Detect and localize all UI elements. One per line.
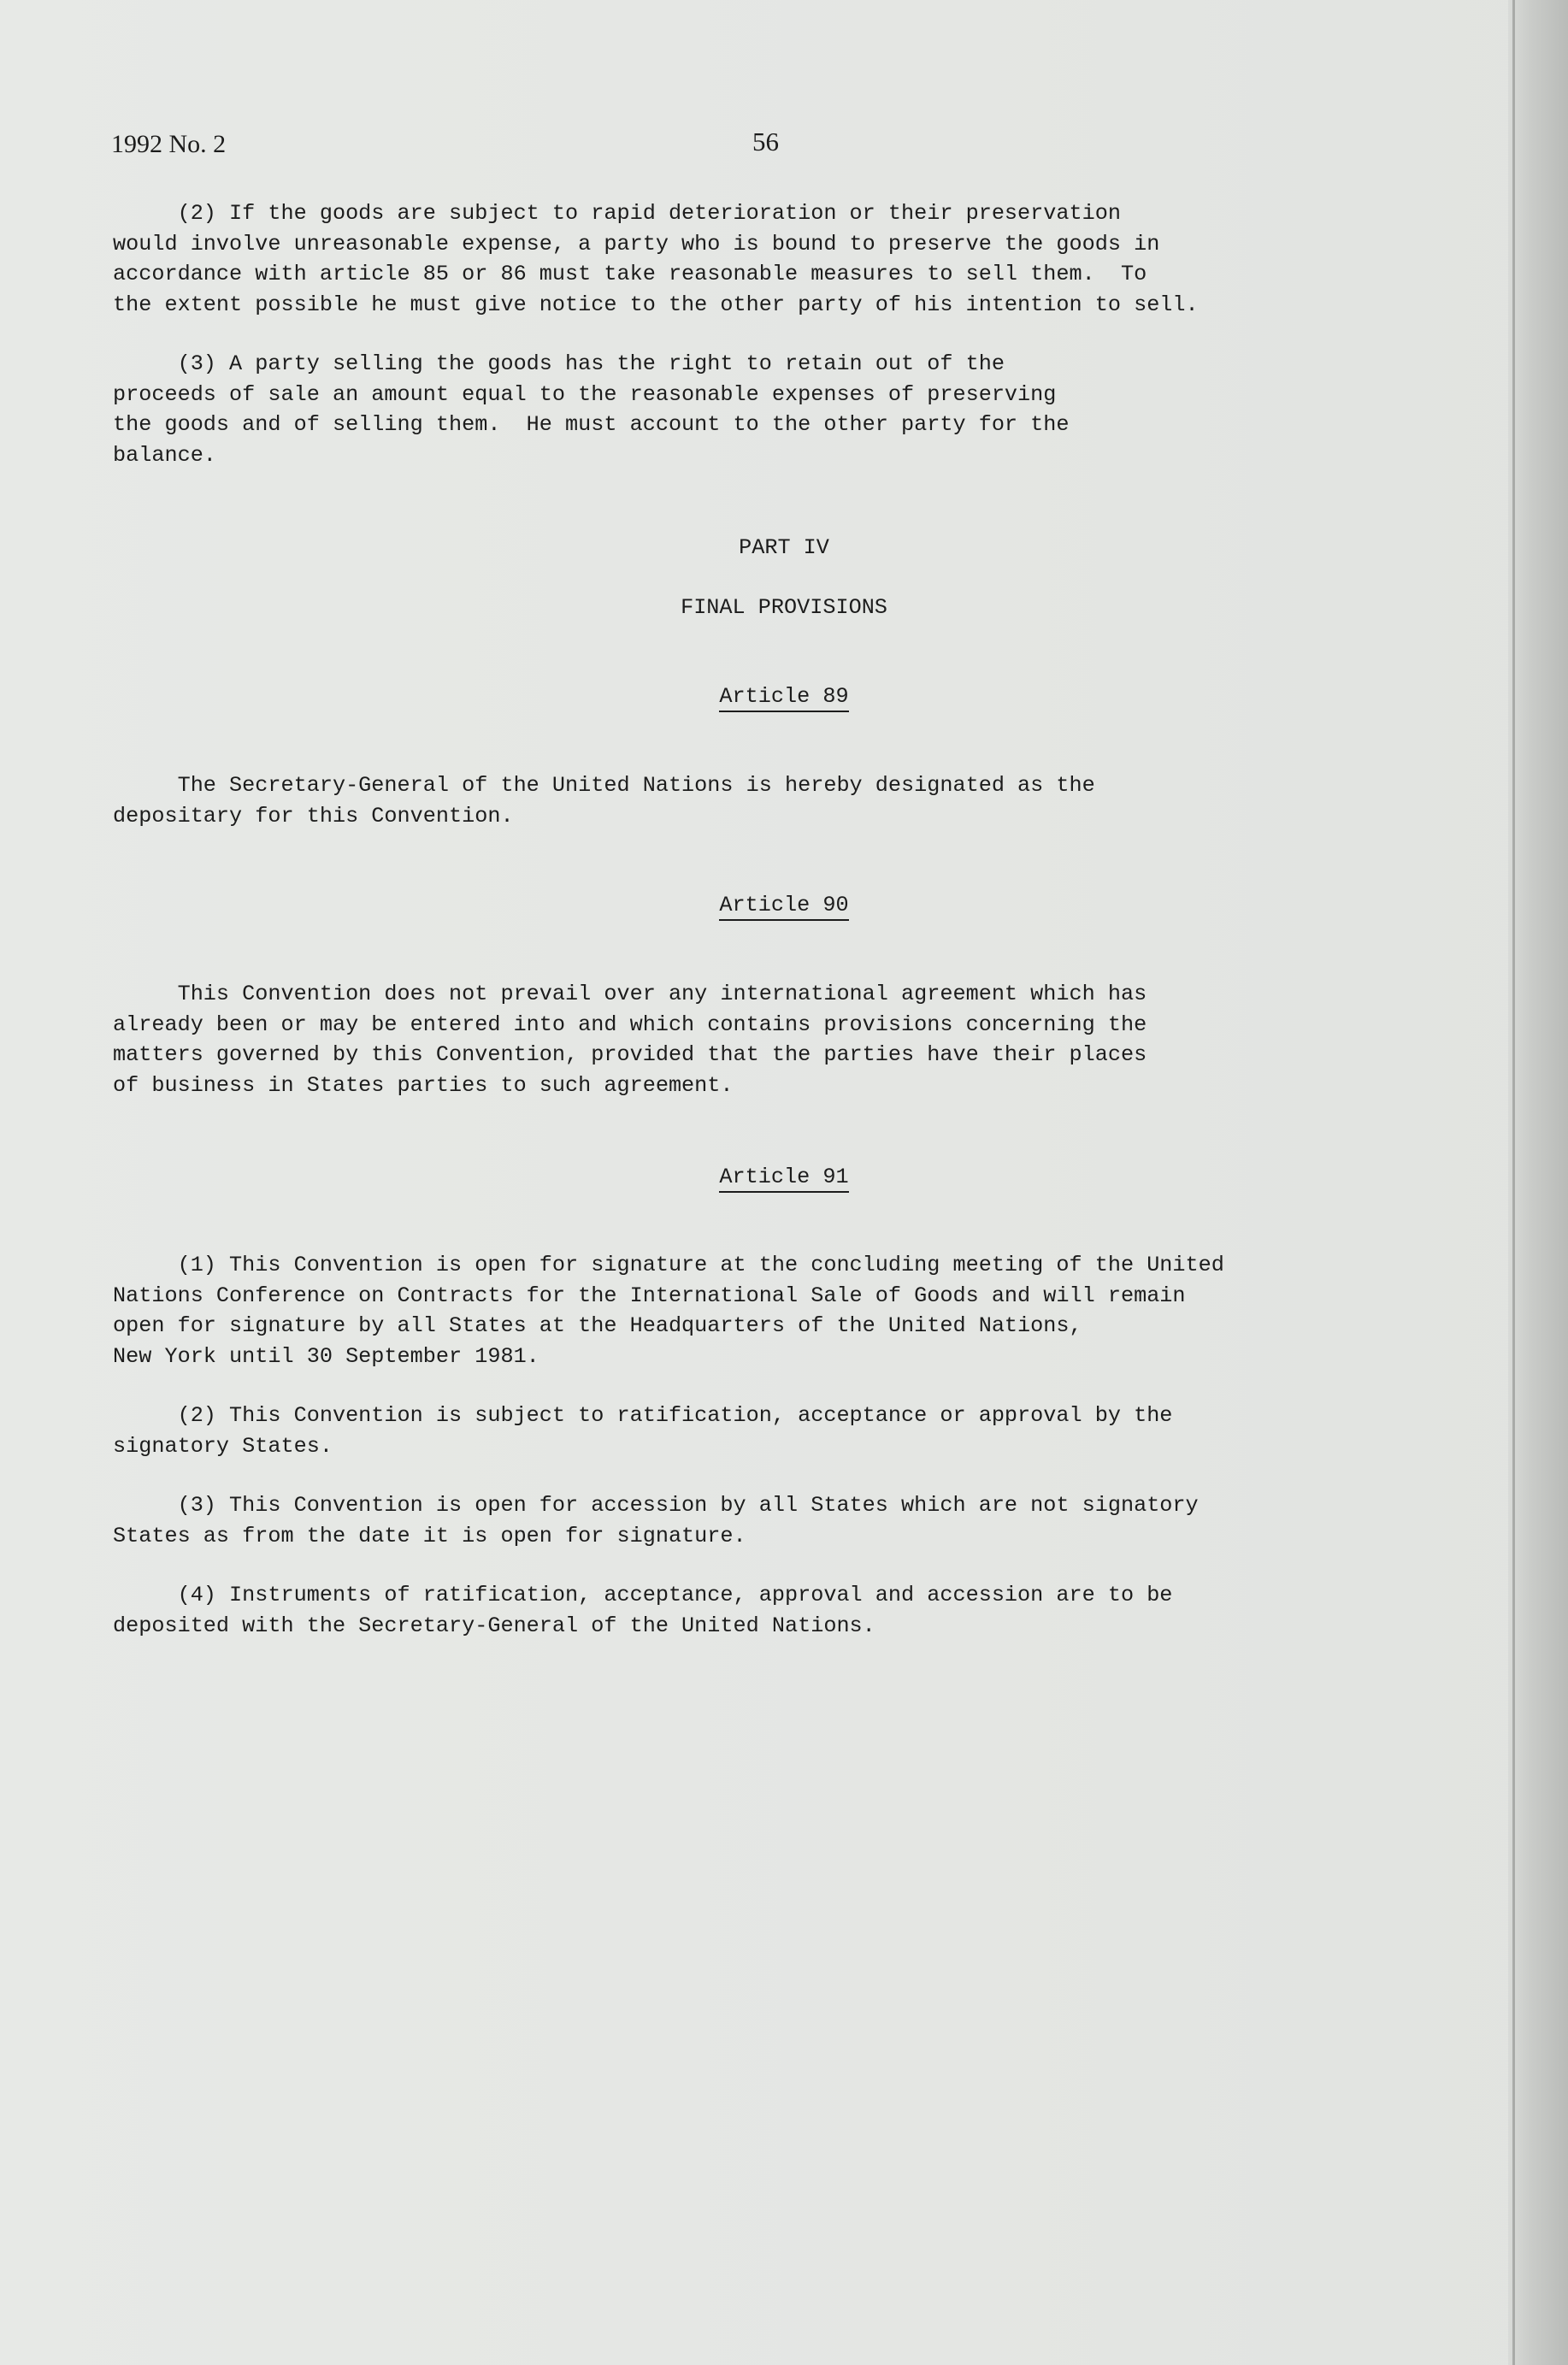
article-91-heading xyxy=(0,1162,1568,1192)
article-89-heading xyxy=(0,681,1568,711)
article-91-paragraph-4: (4) Instruments of ratification, acceptance, approval and accession are to be deposited with the Secretary-General of the United Nations. xyxy=(113,1583,1173,1638)
article-91-paragraph-1: (1) This Convention is open for signature at the concluding meeting of the United Nations Conference on Contracts for the International Sale of Goods and will remain open for signature by all States at the Headquarters of the United Nations, New York until 30 September 1981. xyxy=(113,1253,1224,1369)
header-year-number: 1992 No. 2 xyxy=(111,130,227,158)
article-90-heading xyxy=(0,890,1568,920)
article-91-paragraph-3: (3) This Convention is open for accession by all States which are not signatory States as from the date it is open for signature. xyxy=(113,1493,1199,1548)
article-91-heading-text: Article 91 xyxy=(719,1165,848,1193)
article-88-paragraph-3: (3) A party selling the goods has the right to retain out of the proceeds of sale an amount equal to the reasonable expenses of preserving the goods and of selling them. He must account to the other party for the balance. xyxy=(113,351,1070,468)
article-89-text: The Secretary-General of the United Nations is hereby designated as the depositary for this Convention. xyxy=(113,773,1095,829)
article-90-text: This Convention does not prevail over any international agreement which has already been or may be entered into and which contains provisions concerning the matters governed by this Convention, provided that the parties have their places of business in States parties to such agreement. xyxy=(113,982,1147,1098)
page-number: 56 xyxy=(752,127,779,156)
part-title: FINAL PROVISIONS xyxy=(681,595,887,620)
part-heading: PART IV xyxy=(739,535,829,560)
article-91-paragraph-2: (2) This Convention is subject to ratification, acceptance or approval by the signatory States. xyxy=(113,1403,1173,1459)
article-89-heading-text: Article 89 xyxy=(719,684,848,712)
article-88-paragraph-2: (2) If the goods are subject to rapid deterioration or their preservation would involve unreasonable expense, a party who is bound to preserve the goods in accordance with article 85 or 86 must take reasonable measures to sell them. To the extent possible he must give notice to the other party of his intention to sell. xyxy=(113,201,1199,317)
article-90-heading-text: Article 90 xyxy=(719,893,848,921)
